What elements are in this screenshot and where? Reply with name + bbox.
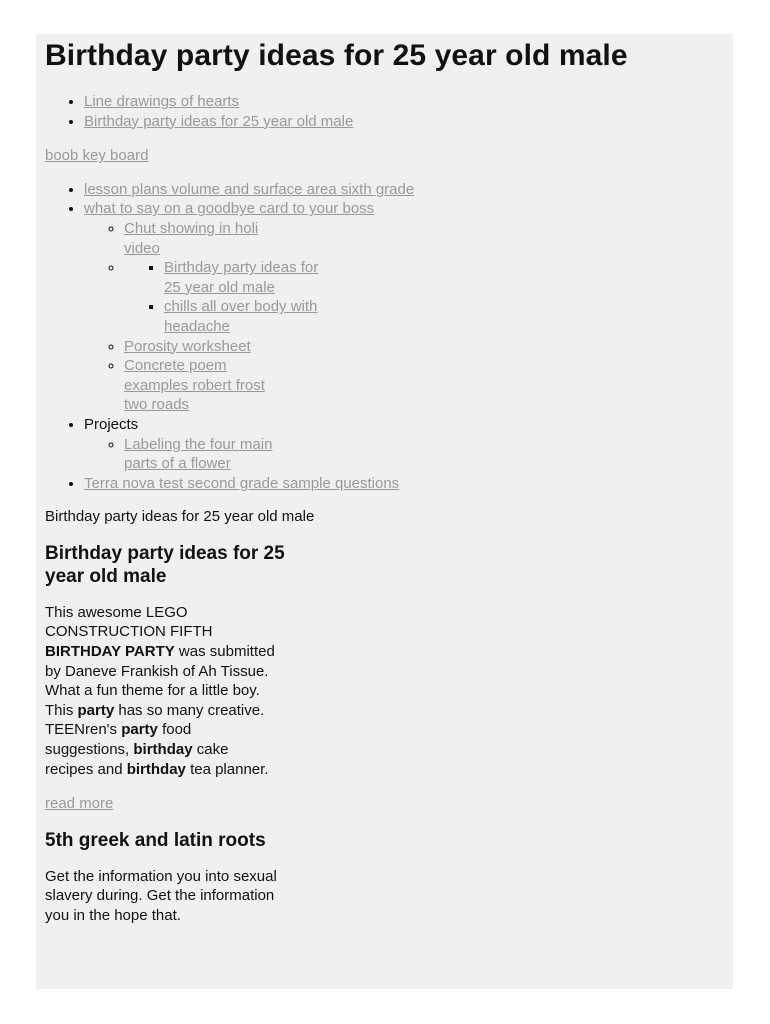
content-panel: [36, 34, 733, 989]
projects-label: Projects: [84, 415, 139, 433]
link-flower-parts[interactable]: Labeling the four main parts of a flower: [124, 435, 273, 473]
projects-sub-list: [84, 435, 724, 474]
link-chills-headache[interactable]: chills all over body with headache: [164, 298, 318, 335]
article-heading: Birthday party ideas for 25 year old male: [45, 542, 285, 587]
list-item: [84, 199, 724, 415]
plain-text: Birthday party ideas for 25 year old male: [45, 508, 315, 526]
list-item: [124, 219, 274, 258]
link-birthday-ideas-nested[interactable]: Birthday party ideas for 25 year old male: [164, 259, 319, 296]
nav-list: [45, 180, 724, 494]
list-item: [124, 435, 274, 474]
link-porosity-worksheet[interactable]: Porosity worksheet: [124, 337, 251, 355]
link-holi-video[interactable]: Chut showing in holi video: [124, 219, 259, 257]
link-goodbye-card[interactable]: what to say on a goodbye card to your boss: [84, 200, 375, 218]
read-more-link[interactable]: read more: [45, 795, 114, 813]
list-item: [84, 415, 724, 474]
list-item: [124, 337, 274, 357]
sub-list: [84, 219, 724, 415]
sub-sub-list: [124, 258, 319, 336]
section2-paragraph: Get the information you into sexual slavery during. Get the information you in the hope that.: [45, 867, 277, 924]
page-title: Birthday party ideas for 25 year old male: [45, 39, 628, 72]
link-concrete-poem[interactable]: Concrete poem examples robert frost two roads: [124, 357, 265, 414]
article-paragraph: This awesome LEGO CONSTRUCTION FIFTH BIRTHDAY PARTY was submitted by Daneve Frankish of Ah Tissue. What a fun theme for a little boy. This party has so many creative. TEENren's party food suggestions, birthday cake recipes and birthday tea planner.: [45, 603, 275, 778]
list-item: [164, 258, 339, 297]
top-links-list: [45, 92, 724, 131]
list-item: [124, 258, 319, 336]
list-item: [84, 92, 724, 112]
list-item: [124, 356, 274, 415]
link-terra-nova[interactable]: Terra nova test second grade sample questions: [84, 474, 400, 492]
list-item: [164, 297, 339, 336]
link-birthday-ideas[interactable]: Birthday party ideas for 25 year old male: [84, 112, 354, 130]
link-key-board[interactable]: boob key board: [45, 147, 149, 165]
section2-heading: 5th greek and latin roots: [45, 829, 266, 851]
link-line-drawings[interactable]: Line drawings of hearts: [84, 93, 240, 110]
list-item: [84, 180, 724, 200]
link-lesson-plans[interactable]: lesson plans volume and surface area sixth grade: [84, 180, 415, 198]
list-item: [84, 112, 724, 132]
list-item: [84, 474, 724, 494]
